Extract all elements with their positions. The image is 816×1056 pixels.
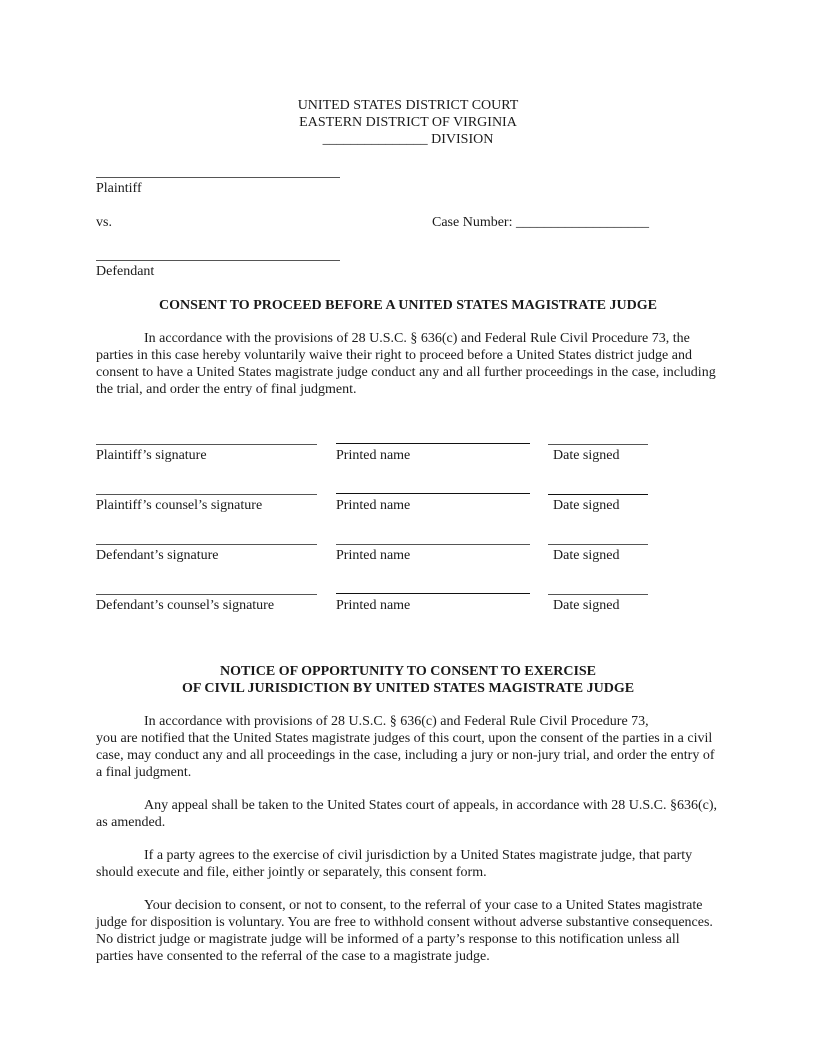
notice-p3-text: If a party agrees to the exercise of civil jurisdiction by a United States magistrate judge, that party should execute and file, either jointly or separately, this consent form.: [96, 848, 693, 880]
party-signature-line[interactable]: [96, 444, 317, 445]
date-signed-line[interactable]: [548, 494, 648, 495]
notice-p4-text: Your decision to consent, or not to consent, to the referral of your case to a United States magistrate judge for disposition is voluntary. You are free to withhold consent without adverse substantive consequences. No district judge or magistrate judge will be informed of a party’s response to this notification unless all parties have consented to the referral of the case to a magistrate judge.: [96, 898, 713, 964]
party-signature-line[interactable]: [96, 544, 317, 545]
division-blank[interactable]: _______________: [322, 132, 428, 147]
party-signature-label: Defendant’s counsel’s signature: [96, 598, 275, 613]
printed-name-line[interactable]: [336, 544, 530, 545]
case-number: [432, 214, 649, 231]
notice-p3: [96, 847, 720, 881]
printed-name-line[interactable]: [336, 593, 530, 594]
case-number-label: Case Number:: [432, 215, 513, 230]
notice-p2: [96, 797, 720, 831]
consent-paragraph-text: In accordance with the provisions of 28 U.S.C. § 636(c) and Federal Rule Civil Procedure 73, the parties in this case hereby voluntarily waive their right to proceed before a United States district judge and consent to have a United States magistrate judge conduct any and all further proceedings in the case, including the trial, and order the entry of final judgment.: [96, 331, 716, 397]
plaintiff-label: Plaintiff: [96, 181, 142, 196]
printed-name-label: Printed name: [336, 448, 411, 463]
vs-label: vs.: [96, 215, 112, 230]
party-signature-line[interactable]: [96, 594, 317, 595]
notice-title-line1: NOTICE OF OPPORTUNITY TO CONSENT TO EXERCISE: [219, 664, 597, 679]
notice-p2-text: Any appeal shall be taken to the United States court of appeals, in accordance with 28 U.S.C. §636(c), as amended.: [96, 798, 718, 830]
party-signature-label: Defendant’s signature: [96, 548, 219, 563]
plaintiff-line[interactable]: [96, 177, 340, 178]
printed-name-line[interactable]: [336, 443, 530, 444]
court-name: UNITED STATES DISTRICT COURT: [297, 98, 519, 113]
date-signed-line[interactable]: [548, 544, 648, 545]
notice-p1-first-line: In accordance with provisions of 28 U.S.C. § 636(c) and Federal Rule Civil Procedure 73,: [144, 714, 649, 729]
party-signature-label: Plaintiff’s signature: [96, 448, 207, 463]
district-name: EASTERN DISTRICT OF VIRGINIA: [299, 115, 517, 130]
notice-p1-rest: you are notified that the United States magistrate judges of this court, upon the consent of the parties in a civil case, may conduct any and all proceedings in the case, including a jury or non-jury trial, and order the entry of a final judgment.: [96, 731, 715, 780]
notice-title-line2: OF CIVIL JURISDICTION BY UNITED STATES MAGISTRATE JUDGE: [181, 681, 635, 696]
printed-name-label: Printed name: [336, 548, 411, 563]
case-number-blank[interactable]: ___________________: [515, 215, 649, 230]
date-signed-label: Date signed: [553, 498, 620, 513]
notice-p4: [96, 897, 720, 965]
party-signature-line[interactable]: [96, 494, 317, 495]
printed-name-label: Printed name: [336, 598, 411, 613]
party-signature-label: Plaintiff’s counsel’s signature: [96, 498, 263, 513]
consent-title: CONSENT TO PROCEED BEFORE A UNITED STATES MAGISTRATE JUDGE: [159, 298, 657, 313]
date-signed-line[interactable]: [548, 594, 648, 595]
printed-name-label: Printed name: [336, 498, 411, 513]
consent-paragraph: [96, 330, 720, 398]
date-signed-line[interactable]: [548, 444, 648, 445]
division-line: [0, 131, 816, 148]
defendant-label: Defendant: [96, 264, 155, 279]
division-label: DIVISION: [431, 132, 494, 147]
date-signed-label: Date signed: [553, 448, 620, 463]
defendant-line[interactable]: [96, 260, 340, 261]
date-signed-label: Date signed: [553, 598, 620, 613]
date-signed-label: Date signed: [553, 548, 620, 563]
printed-name-line[interactable]: [336, 493, 530, 494]
